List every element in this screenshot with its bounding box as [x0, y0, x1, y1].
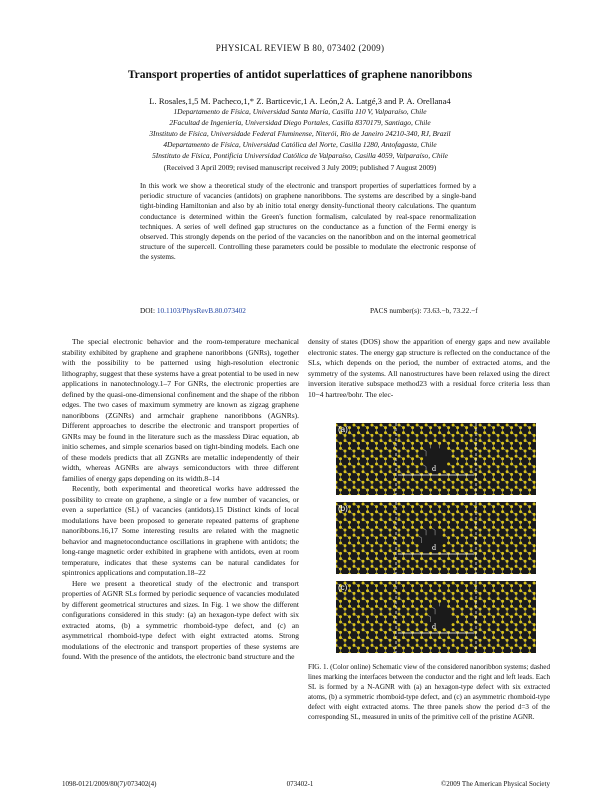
- figure-panel-a: [336, 423, 536, 495]
- affiliation-1: 1Departamento de Física, Universidad Santa María, Casilla 110 V, Valparaíso, Chile: [173, 107, 427, 116]
- paragraph-continued: density of states (DOS) show the apparition of energy gaps and new available electronic states. The energy gap structure is reflected on the conductance of the SLs, which depends on the period, the number of extracted atoms, and the symmetry of the systems. All nanostructures have been relaxed using the direct inversion iterative subspace method23 with a residual force criteria less than 10−4 hartree/bohr. The elec-: [308, 337, 550, 399]
- received-dates: (Received 3 April 2009; revised manuscript received 3 July 2009; published 7 August 2009): [163, 163, 437, 172]
- nanoribbon-lattice-c: [336, 581, 536, 653]
- doi-line: [140, 306, 246, 315]
- affiliation-2: 2Facultad de Ingeniería, Universidad Diego Portales, Casilla 8370179, Santiago, Chile: [169, 118, 431, 127]
- figure-panel-c: [336, 581, 536, 653]
- paragraph-intro: The special electronic behavior and the room-temperature mechanical stability exhibited by graphene and graphene nanoribbons (GNRs), together with the possibility to be patterned using high-resolution electronic lithography, suggest that these systems have a great potential to be used in new applications in nanotechnology.1–7 For GNRs, the electronic properties are defined by the quasi-one-dimensional confinement and the shape of the ribbon edges. The two cases of maximum symmetry are known as zigzag graphene nanoribbons (ZGNRs) and armchair graphene nanoribbons (AGNRs). Different approaches to describe the electronic and transport properties of GNRs may be found in the literature such as the massless Dirac equation, ab initio schemes, and simple scenarios based on tight-binding models. Each one of these models predicts that all ZGNRs are metallic independently of their width, whereas AGNRs are always semiconductors with three different families of energy gaps depending on its width.8–14: [62, 337, 299, 483]
- affiliation-3: 3Instituto de Física, Universidade Federal Fluminense, Niterói, Rio de Janeiro 24210-340, RJ, Brazil: [149, 129, 451, 138]
- paragraph-antidots: Recently, both experimental and theoretical works have addressed the possibility to create on graphene, a single or a few number of vacancies, or even a superlattice (SL) of vacancies (antidots).15 Distinct kinds of local modulations have been proposed to generate repeated patterns of graphene nanoribbons.16,17 Some interesting results are related with the magnetic behavior and magnetoconductance oscillations in graphene with antidots; the long-range magnetic order exhibited in graphene with antidots, even at room temperature, indicates that these systems can be natural candidates for spintronics applications and computation.18–22: [62, 484, 299, 577]
- paragraph-present-study: Here we present a theoretical study of the electronic and transport properties of AGNR SLs formed by periodic sequence of vacancies modulated by different geometrical structures and sizes. In Fig. 1 we show the different configurations considered in this study: (a) an hexagon-type defect with six extracted atoms, (b) a symmetric rhomboid-type defect, and (c) an asymmetrical rhomboid-type defect with eight extracted atoms. Strong modulations of the electronic and transport properties of these systems are found. With the presence of the antidots, the electronic band structure and the: [62, 578, 299, 661]
- nanoribbon-lattice-a: [336, 423, 536, 495]
- journal-header: PHYSICAL REVIEW B 80, 073402 (2009): [215, 43, 385, 53]
- body-right-column: [308, 337, 550, 400]
- pacs-numbers: PACS number(s): 73.63.−b, 73.22.−f: [370, 306, 478, 315]
- nanoribbon-lattice-b: [336, 502, 536, 574]
- abstract: In this work we show a theoretical study of the electronic and transport properties of superlattices formed by a periodic structure of vacancies (antidots) on graphene nanoribbons. The systems are described by a single-band tight-binding Hamiltonian and also by ab initio total energy density-functional theory calculations. The quantum conductance is determined within the Green's function formalism, calculated by real-space renormalization techniques. A series of well defined gap structures on the conductance as a function of the Fermi energy is observed. This strongly depends on the period of the vacancies on the nanoribbon and on the internal geometrical structure of the supercell. Controlling these parameters could be possible to modulate the electronic response of the systems.: [140, 181, 476, 262]
- lattice-atoms: [336, 503, 536, 575]
- figure-1: [332, 423, 540, 655]
- lattice-atoms: [336, 582, 536, 654]
- affiliation-4: 4Departamento de Física, Universidad Católica del Norte, Casilla 1280, Antofagasta, Chile: [163, 140, 437, 149]
- body-left-column: [62, 337, 299, 663]
- panel-label-a: (a): [338, 425, 348, 434]
- footer-copyright: ©2009 The American Physical Society: [440, 780, 550, 788]
- footer-page-number: 073402-1: [286, 780, 314, 788]
- footer-issn: 1098-0121/2009/80(7)/073402(4): [62, 780, 157, 788]
- lattice-atoms: [336, 424, 536, 496]
- figure-panel-b: [336, 502, 536, 574]
- paper-title: Transport properties of antidot superlattices of graphene nanoribbons: [127, 69, 473, 81]
- panel-label-c: (c): [338, 583, 348, 592]
- doi-label: DOI:: [140, 306, 155, 315]
- period-label: d: [432, 622, 436, 631]
- period-label: d: [432, 464, 436, 473]
- figure-caption: FIG. 1. (Color online) Schematic view of the considered nanoribbon systems; dashed lines marking the interfaces between the conductor and the right and left leads. Each SL is formed by a N-AGNR with (a) an hexagon-type defect with six extracted atoms, (b) a symmetric rhomboid-type defect, and (c) an asymmetric rhomboid-type defect with eight extracted atoms. The three panels show the period d=3 of the corresponding SL, measured in units of the primitive cell of the pristine AGNR.: [308, 663, 550, 721]
- doi-link[interactable]: 10.1103/PhysRevB.80.073402: [156, 306, 246, 315]
- author-list: L. Rosales,1,5 M. Pacheco,1,* Z. Barticevic,1 A. León,2 A. Latgé,3 and P. A. Orellana4: [149, 96, 451, 106]
- panel-label-b: (b): [338, 504, 348, 513]
- period-label: d: [432, 543, 436, 552]
- affiliation-5: 5Instituto de Física, Pontificia Universidad Católica de Valparaíso, Casilla 4059, Valparaíso, Chile: [152, 151, 448, 160]
